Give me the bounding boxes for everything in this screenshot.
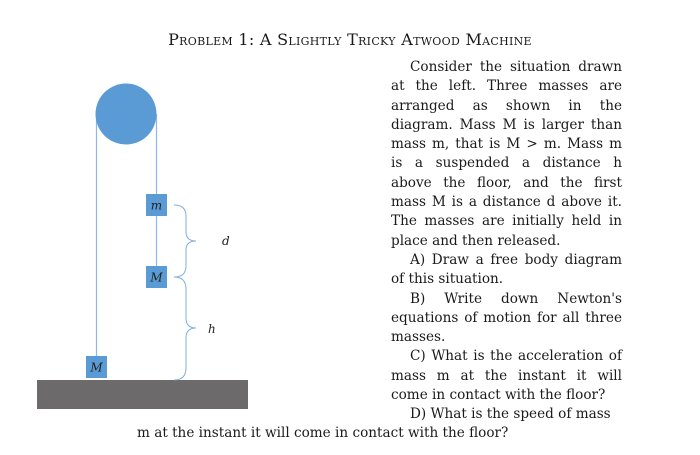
- distance-h-label: h: [208, 322, 216, 336]
- mass-M-middle-label: M: [150, 270, 163, 285]
- problem-text: [391, 58, 622, 425]
- question-d-end: m at the instant it will come in contact with the floor?: [137, 425, 509, 441]
- question-d-start: D) What is the speed of mass: [410, 406, 611, 423]
- question-c: C) What is the acceleration of mass m at the instant it will come in contact with the floor?: [391, 348, 622, 404]
- mass-M-left-label: M: [90, 360, 103, 375]
- floor: [37, 380, 248, 409]
- problem-name: A Slightly Tricky Atwood Machine: [259, 30, 532, 49]
- brace-h: [174, 277, 196, 380]
- distance-d-label: d: [222, 234, 230, 248]
- problem-number: Problem 1:: [168, 30, 255, 49]
- question-b: B) Write down Newton's equations of motion for all three masses.: [391, 290, 622, 346]
- brace-d: [174, 205, 196, 277]
- question-a: A) Draw a free body diagram of this situation.: [391, 251, 622, 288]
- problem-intro: Consider the situation drawn at the left. Three masses are arranged as shown in the diagram. Mass M is larger than mass m, that is M > m. Mass m is a suspended a distance h above the floor, and the first mass M is a distance d above it. The masses are initially held in place and then released.: [391, 59, 622, 249]
- mass-m-small-label: m: [150, 198, 163, 213]
- pulley: [96, 84, 157, 145]
